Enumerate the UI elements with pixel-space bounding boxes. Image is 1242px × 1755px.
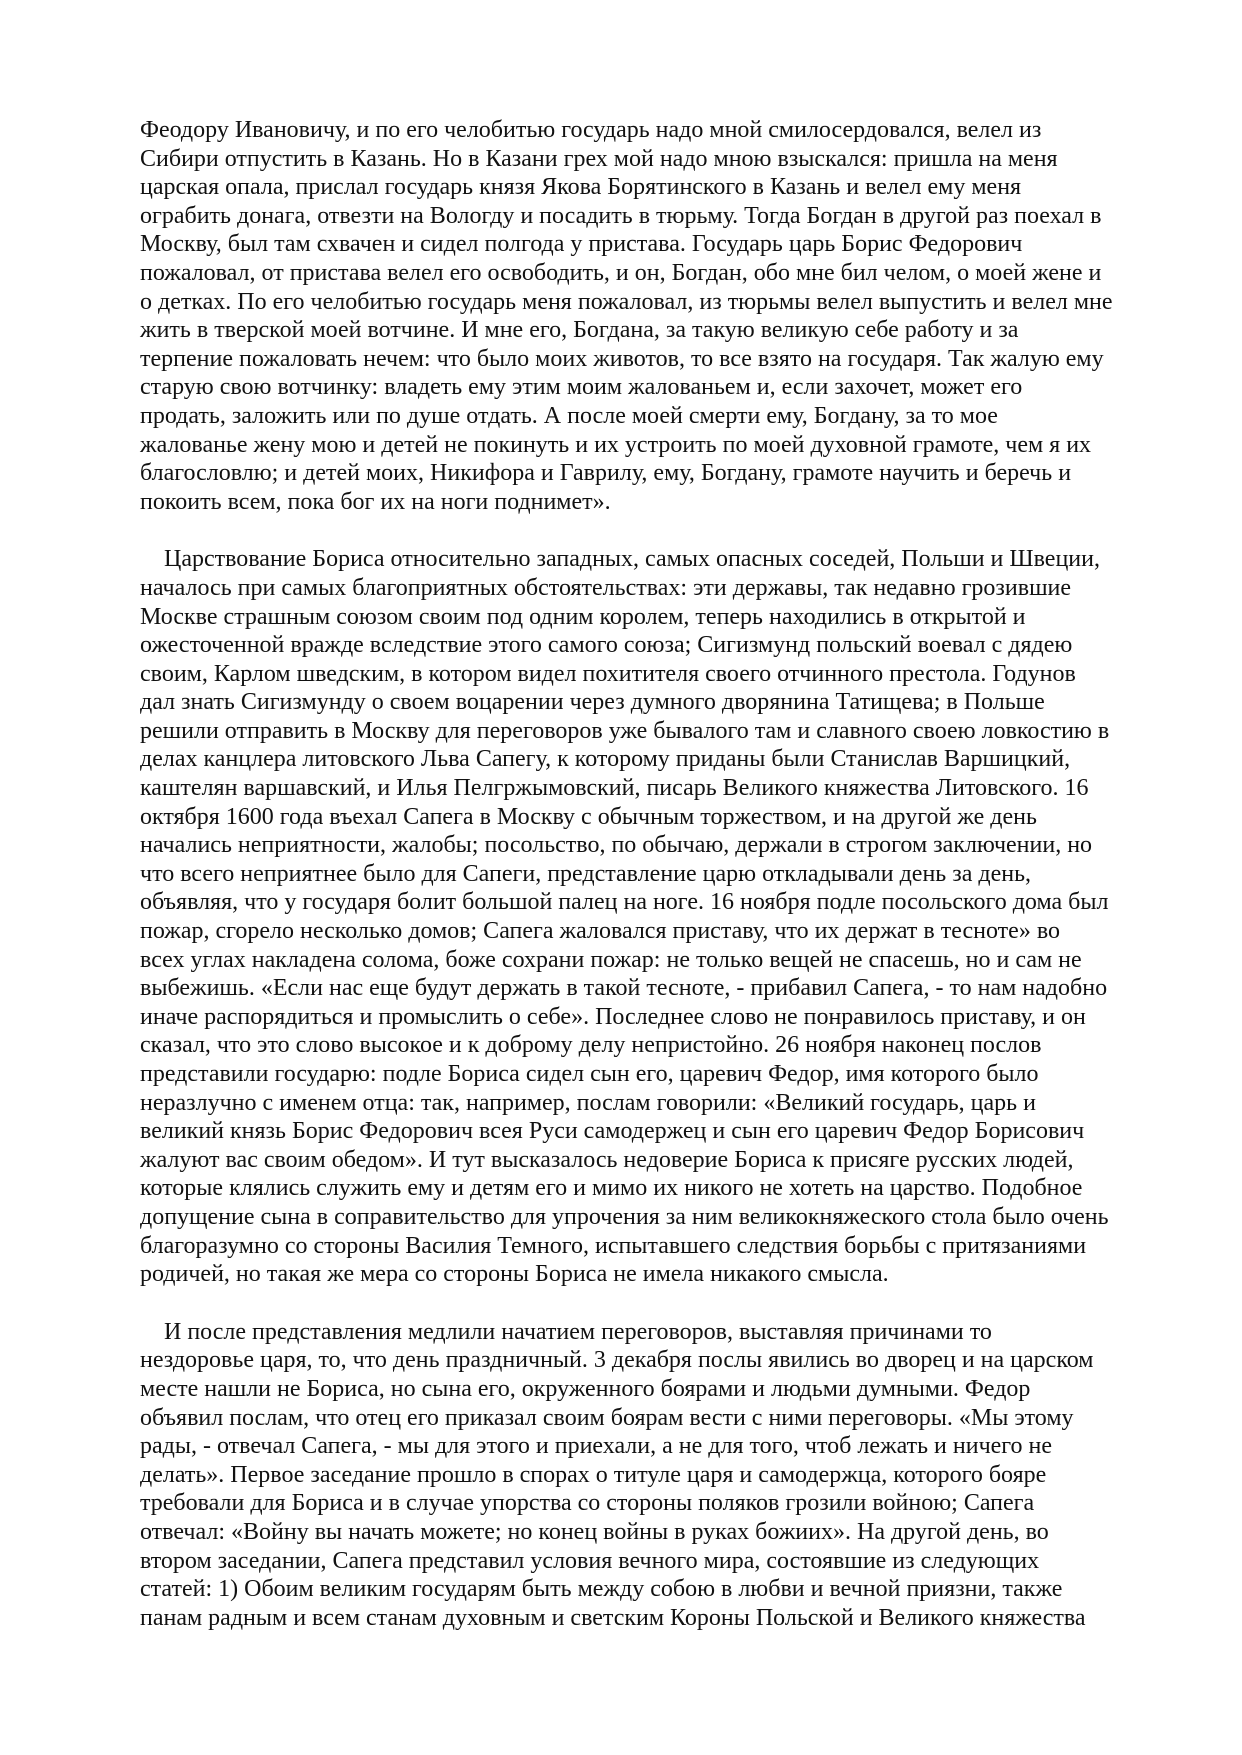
text-line: своим, Карлом шведским, в котором видел похитителя своего отчинного престола. Годунов <box>140 660 1076 687</box>
text-line: иначе распорядиться и промыслить о себе». Последнее слово не понравилось приставу, и он <box>140 1003 1086 1030</box>
text-line: покоить всем, пока бог их на ноги поднимет». <box>140 488 611 515</box>
text-line: Москву, был там схвачен и сидел полгода у пристава. Государь царь Борис Федорович <box>140 231 1023 258</box>
text-line: что всего неприятнее было для Сапеги, представление царю откладывали день за день, <box>140 860 1032 887</box>
text-line: неразлучно с именем отца: так, например, послам говорили: «Великий государь, царь и <box>140 1089 1036 1116</box>
text-line: каштелян варшавский, и Илья Пелгржымовский, писарь Великого княжества Литовского. 16 <box>140 775 1089 802</box>
text-line: терпение пожаловать нечем: что было моих животов, то все взято на государя. Так жалую ему <box>140 345 1104 372</box>
text-line: великий князь Борис Федорович всея Руси самодержец и сын его царевич Федор Борисович <box>140 1118 1085 1145</box>
text-line: объявляя, что у государя болит большой палец на ноге. 16 ноября подле посольского дома был <box>140 889 1109 916</box>
text-line: благословлю; и детей моих, Никифора и Гаврилу, ему, Богдану, грамоте научить и беречь и <box>140 460 1072 487</box>
text-line: всех углах накладена солома, боже сохрани пожар: не только вещей не спасешь, но и сам не <box>140 946 1082 973</box>
text-line: о детках. По его челобитью государь меня пожаловал, из тюрьмы велел выпустить и велел мне <box>140 288 1113 315</box>
text-line: Царствование Бориса относительно западных, самых опасных соседей, Польши и Швеции, <box>164 546 1100 573</box>
text-line: пожаловал, от пристава велел его освободить, и он, Богдан, обо мне бил челом, о моей жене и <box>140 259 1102 286</box>
text-line: Москве страшным союзом своим под одним королем, теперь находились в открытой и <box>140 603 1026 630</box>
text-line: октября 1600 года въехал Сапега в Москву с обычным торжеством, и на другой же день <box>140 803 1037 830</box>
text-line: выбежишь. «Если нас еще будут держать в такой тесноте, - прибавил Сапега, - то нам надобно <box>140 975 1108 1002</box>
text-line: допущение сына в соправительство для упрочения за ним великокняжеского стола было очень <box>140 1203 1109 1230</box>
text-line: жалованье жену мою и детей не покинуть и их устроить по моей духовной грамоте, чем я их <box>140 431 1092 458</box>
text-line: продать, заложить или по душе отдать. А после моей смерти ему, Богдану, за то мое <box>140 402 998 429</box>
text-line: царская опала, прислал государь князя Якова Борятинского в Казань и велел ему меня <box>140 174 1022 201</box>
paragraph-gap <box>140 1289 1140 1318</box>
text-line: ожесточенной вражде вследствие этого самого союза; Сигизмунд польский воевал с дядею <box>140 632 1073 659</box>
paragraph-gap <box>140 516 1140 545</box>
text-line: ограбить донага, отвезти на Вологду и посадить в тюрьму. Тогда Богдан в другой раз поехал в <box>140 202 1102 229</box>
text-line: сказал, что это слово высокое и к доброму делу непристойно. 26 ноября наконец послов <box>140 1032 1042 1059</box>
text-line: объявил послам, что отец его приказал своим боярам вести с ними переговоры. «Мы этому <box>140 1404 1074 1431</box>
text-line: Феодору Ивановичу, и по его челобитью государь надо мной смилосердовался, велел из <box>140 117 1042 143</box>
text-line: отвечал: «Войну вы начать можете; но конец войны в руках божиих». На другой день, во <box>140 1518 1049 1545</box>
text-line: благоразумно со стороны Василия Темного, испытавшего следствия борьбы с притязаниями <box>140 1232 1087 1259</box>
document-body <box>140 116 1140 1632</box>
text-line: делать». Первое заседание прошло в спорах о титуле царя и самодержца, которого бояре <box>140 1461 1047 1488</box>
text-line: пожар, сгорело несколько домов; Сапега жаловался приставу, что их держат в тесноте» во <box>140 918 1060 945</box>
paragraph <box>140 116 1140 516</box>
text-line: панам радным и всем станам духовным и светским Короны Польской и Великого княжества <box>140 1604 1086 1631</box>
text-line: Сибири отпустить в Казань. Но в Казани грех мой надо мною взыскался: пришла на меня <box>140 145 1058 172</box>
text-line: И после представления медлили начатием переговоров, выставляя причинами то <box>164 1318 992 1345</box>
text-line: нездоровье царя, то, что день праздничный. 3 декабря послы явились во дворец и на царском <box>140 1347 1094 1374</box>
paragraph <box>140 545 1140 1288</box>
text-line: требовали для Бориса и в случае упорства со стороны поляков грозили войною; Сапега <box>140 1490 1035 1517</box>
text-line: рады, - отвечал Сапега, - мы для этого и приехали, а не для того, чтоб лежать и ничего не <box>140 1433 1053 1460</box>
text-line: жалуют вас своим обедом». И тут высказалось недоверие Бориса к присяге русских людей, <box>140 1146 1074 1173</box>
paragraph <box>140 1318 1140 1633</box>
text-line: представили государю: подле Бориса сидел сын его, царевич Федор, имя которого было <box>140 1061 1039 1087</box>
text-line: решили отправить в Москву для переговоров уже бывалого там и славного своею ловкостию в <box>140 717 1110 744</box>
text-line: месте нашли не Бориса, но сына его, окруженного боярами и людьми думными. Федор <box>140 1375 1031 1402</box>
text-line: начались неприятности, жалобы; посольство, по обычаю, держали в строгом заключении, но <box>140 832 1093 859</box>
text-line: началось при самых благоприятных обстоятельствах: эти державы, так недавно грозившие <box>140 574 1072 601</box>
text-line: которые клялись служить ему и детям его и мимо их никого не хотеть на царство. Подобное <box>140 1175 1083 1202</box>
text-line: статей: 1) Обоим великим государям быть между собою в любви и вечной приязни, также <box>140 1576 1063 1603</box>
text-line: старую свою вотчинку: владеть ему этим моим жалованьем и, если захочет, может его <box>140 374 1023 401</box>
text-line: родичей, но такая же мера со стороны Бориса не имела никакого смысла. <box>140 1261 889 1288</box>
text-line: делах канцлера литовского Льва Сапегу, к которому приданы были Станислав Варшицкий, <box>140 746 1071 773</box>
text-line: дал знать Сигизмунду о своем воцарении через думного дворянина Татищева; в Польше <box>140 689 1045 716</box>
text-line: жить в тверской моей вотчине. И мне его, Богдана, за такую великую себе работу и за <box>140 317 1019 344</box>
text-line: втором заседании, Сапега представил условия вечного мира, состоявшие из следующих <box>140 1547 1040 1574</box>
